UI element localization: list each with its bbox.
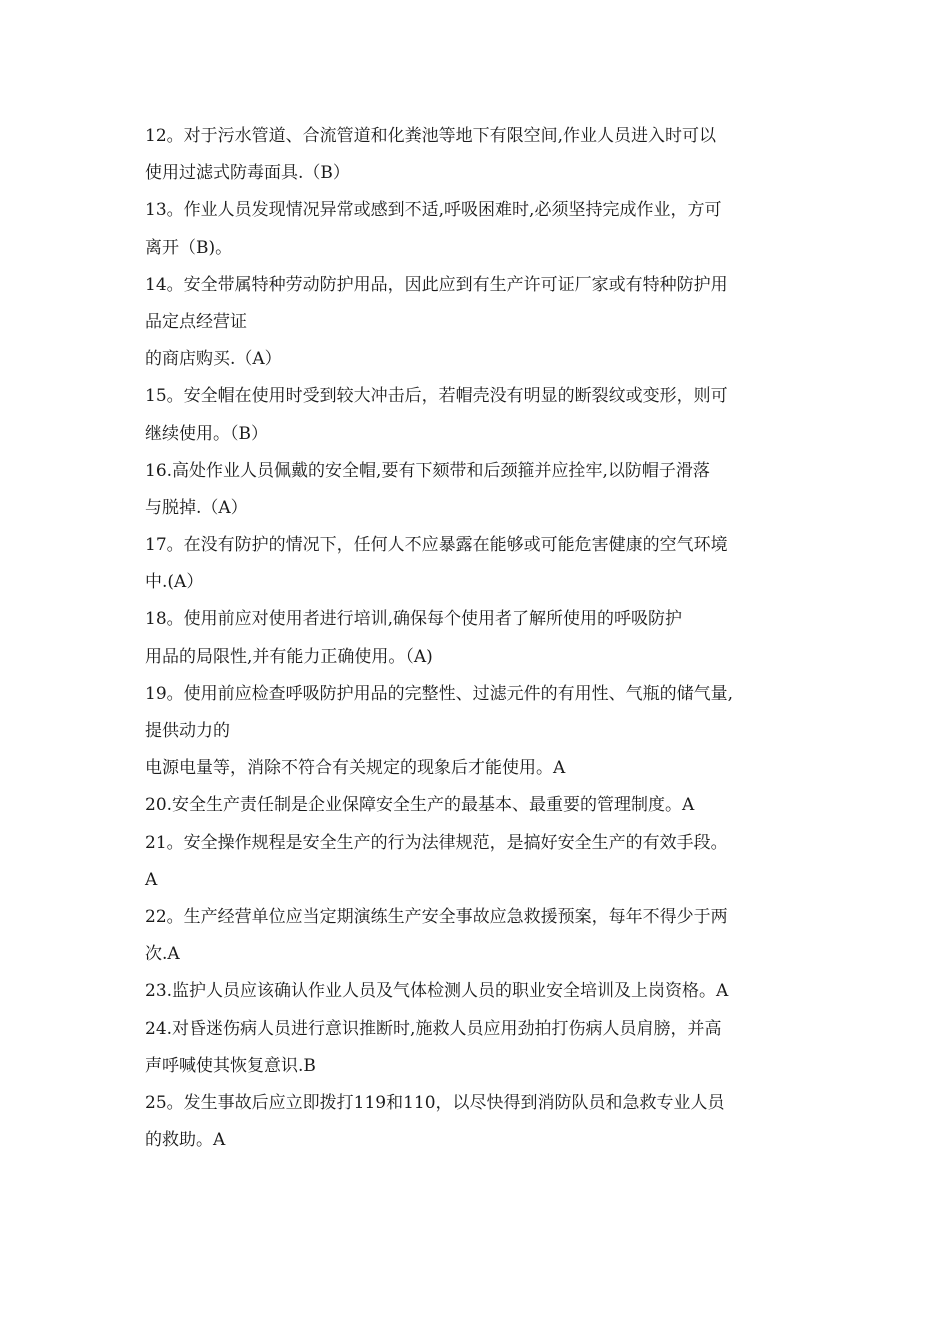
text-line: 提供动力的 [145,721,230,741]
text-line: 15。安全帽在使用时受到较大冲击后，若帽壳没有明显的断裂纹或变形，则可 [145,386,728,407]
text-line: 16.高处作业人员佩戴的安全帽,要有下颏带和后颈箍并应拴牢,以防帽子滑落 [145,460,710,481]
text-line: 离开（B)。 [145,237,233,258]
text-line: 与脱掉.（A） [145,497,248,518]
text-line: 继续使用。（B） [145,423,268,444]
text-line: 14。安全带属特种劳动防护用品，因此应到有生产许可证厂家或有特种防护用 [145,274,728,295]
text-line: 25。发生事故后应立即拨打119和110，以尽快得到消防队员和急救专业人员 [145,1092,725,1113]
text-line: 18。使用前应对使用者进行培训,确保每个使用者了解所使用的呼吸防护 [145,609,683,630]
text-line: 24.对昏迷伤病人员进行意识推断时,施救人员应用劲拍打伤病人员肩膀，并高 [145,1018,722,1039]
text-line: 使用过滤式防毒面具.（B） [145,163,350,184]
document-page [145,118,845,1159]
text-line: 声呼喊使其恢复意识.B [145,1055,316,1076]
text-line: 23.监护人员应该确认作业人员及气体检测人员的职业安全培训及上岗资格。A [145,981,729,1002]
text-line: 的商店购买.（A） [145,349,282,370]
text-line: 21。安全操作规程是安全生产的行为法律规范，是搞好安全生产的有效手段。 [145,832,728,853]
text-line: 中.(A） [145,572,204,593]
text-line: A [145,869,158,890]
text-line: 13。作业人员发现情况异常或感到不适,呼吸困难时,必须坚持完成作业，方可 [145,200,722,221]
text-line: 22。生产经营单位应当定期演练生产安全事故应急救援预案，每年不得少于两 [145,906,728,927]
text-line: 次.A [145,944,180,965]
text-line: 17。在没有防护的情况下，任何人不应暴露在能够或可能危害健康的空气环境 [145,535,728,556]
text-line: 的救助。A [145,1130,226,1151]
text-line: 电源电量等，消除不符合有关规定的现象后才能使用。A [145,758,566,779]
text-line: 12。对于污水管道、合流管道和化粪池等地下有限空间,作业人员进入时可以 [145,126,717,146]
text-line: 19。使用前应检查呼吸防护用品的完整性、过滤元件的有用性、气瓶的储气量, [145,683,734,704]
text-line: 品定点经营证 [145,311,247,332]
text-line: 用品的局限性,并有能力正确使用。（A) [145,646,433,667]
text-line: 20.安全生产责任制是企业保障安全生产的最基本、最重要的管理制度。A [145,795,695,816]
